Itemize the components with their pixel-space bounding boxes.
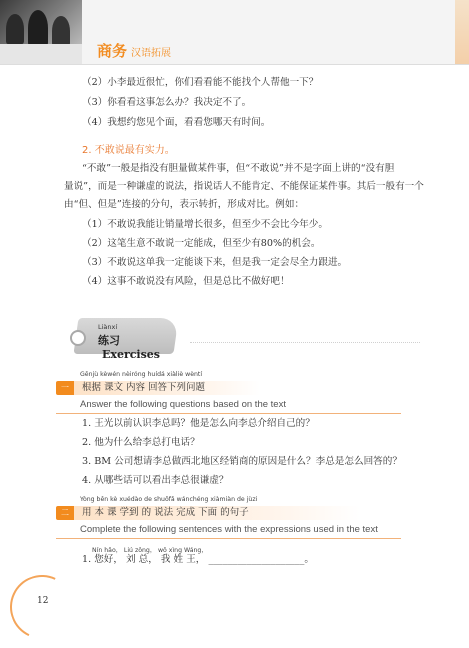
- section-heading-text: 2. 不敢说最有实力。: [82, 145, 175, 156]
- question-line: 2. 他为什么给李总打电话？: [82, 437, 200, 448]
- question-line: 1. 王光以前认识李总吗？他是怎么向李总介绍自己的？: [82, 418, 315, 429]
- fill-in-sentence: 1. 您好， 刘 总， 我 姓 王， ____________________。: [82, 554, 314, 565]
- paragraph-line: “不敢”一般是指没有胆量做某件事，但“不敢说”并不是字面上讲的“没有胆: [82, 163, 395, 174]
- tag-hole-icon: [70, 330, 86, 346]
- example-line: （3）你看看这事怎么办？我决定不了。: [82, 97, 252, 108]
- example-line: （1）不敢说我能让销量增长很多，但至少不会比今年少。: [82, 219, 328, 230]
- paragraph-line: 由“但、但是”连接的分句，表示转折，形成对比。例如：: [64, 199, 305, 210]
- task1-instruction: Answer the following questions based on the text: [80, 399, 286, 410]
- exercises-title-cn: 练习: [98, 334, 120, 347]
- task2-header: [56, 506, 360, 520]
- task1-pinyin: Gēnjù kèwén nèiróng huídá xiàliè wèntí: [80, 371, 203, 378]
- book-title-main: 商务: [97, 42, 128, 60]
- task1-title: 根据 课文 内容 回答下列问题: [74, 381, 260, 395]
- task2-title: 用 本 课 学到 的 说法 完成 下面 的句子: [74, 506, 360, 520]
- task1-number: 一: [56, 381, 74, 395]
- example-line: （4）这事不敢说没有风险，但是总比不做好吧！: [82, 276, 290, 287]
- task1-header: [56, 381, 260, 395]
- item1-pinyin: Nín hǎo， Liú zǒng， wǒ xìng Wáng，: [92, 547, 208, 554]
- example-line: （2）这笔生意不敢说一定能成，但至少有80%的机会。: [82, 238, 321, 249]
- task2-pinyin: Yòng běn kè xuédào de shuōfǎ wánchéng xiàmiàn de jùzi: [80, 496, 258, 503]
- question-line: 3. BM 公司想请李总做西北地区经销商的原因是什么？李总是怎么回答的？: [82, 456, 402, 467]
- book-title-sub: 汉语拓展: [131, 48, 172, 59]
- task2-underline: [56, 538, 401, 539]
- task1-underline: [56, 413, 401, 414]
- exercises-title-en: Exercises: [102, 348, 160, 361]
- task2-instruction: Complete the following sentences with the expressions used in the text: [80, 524, 378, 535]
- header-corner-decoration: [455, 0, 469, 64]
- task2-number: 二: [56, 506, 74, 520]
- question-line: 4. 从哪些话可以看出李总很谦虚？: [82, 475, 229, 486]
- book-title: [97, 40, 171, 58]
- example-line: （2）小李最近很忙，你们看看能不能找个人帮他一下？: [82, 77, 319, 88]
- business-people-photo: [0, 0, 82, 64]
- exercises-title: [98, 332, 180, 361]
- exercises-tag: [70, 316, 180, 361]
- section-heading: [82, 141, 175, 156]
- example-line: （3）不敢说这单我一定能谈下来，但是我一定会尽全力跟进。: [82, 257, 348, 268]
- example-line: （4）我想约您见个面，看看您哪天有时间。: [82, 117, 271, 128]
- exercises-pinyin: Liànxí: [98, 323, 118, 331]
- paragraph-line: 量说”，而是一种谦虚的说法，指说话人不能肯定、不能保证某件事。其后一般有一个: [64, 181, 424, 192]
- page-number: 12: [37, 596, 49, 606]
- exercises-divider: [190, 322, 420, 343]
- header-band: [0, 0, 469, 65]
- page-number-swirl: [1, 566, 83, 648]
